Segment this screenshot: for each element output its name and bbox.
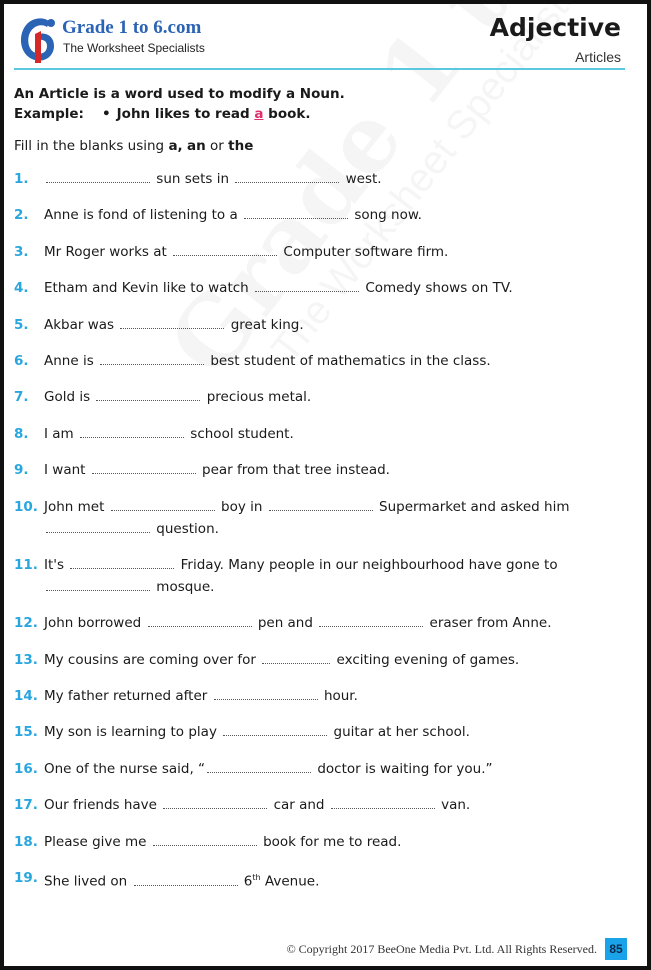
question-number: 10. (14, 498, 38, 515)
question-text: Friday. Many people in our neighbourhood have gone to (180, 556, 558, 573)
question-text: John borrowed (44, 615, 142, 632)
blank-field[interactable] (269, 498, 373, 511)
page-number-badge: 85 (605, 938, 627, 960)
question-text: Anne is fond of listening to a (44, 207, 238, 224)
instruction-or: or (210, 138, 224, 154)
blank-field[interactable] (120, 316, 224, 329)
question-12 (14, 612, 634, 634)
question-text: Etham and Kevin like to watch (44, 280, 249, 297)
example-label: Example: (14, 106, 84, 122)
brand-name: Grade 1 to 6.com (62, 17, 202, 38)
definition-text: An Article is a word used to modify a Noun. (14, 86, 345, 102)
blank-field[interactable] (134, 873, 238, 886)
option-an: an (186, 138, 206, 154)
worksheet-content (14, 84, 634, 907)
blank-field[interactable] (255, 279, 359, 292)
page-footer (287, 938, 627, 960)
blank-field[interactable] (244, 206, 348, 219)
blank-field[interactable] (235, 170, 339, 183)
question-2 (14, 204, 634, 226)
question-text: west. (345, 171, 382, 187)
blank-field[interactable] (46, 170, 150, 183)
question-text: Gold is (44, 389, 91, 406)
question-text: pear from that tree instead. (202, 462, 390, 479)
question-text: Anne is (44, 352, 94, 369)
question-3 (14, 241, 634, 263)
example-line (14, 104, 634, 124)
blank-field[interactable] (148, 614, 252, 627)
blank-field[interactable] (223, 723, 327, 736)
blank-field[interactable] (331, 796, 435, 809)
copyright-text: © Copyright 2017 BeeOne Media Pvt. Ltd. All Rights Reserved. (286, 941, 597, 956)
question-7 (14, 386, 634, 408)
header-divider (14, 68, 625, 70)
ordinal-suffix: th (252, 873, 261, 883)
question-number: 12. (14, 615, 38, 632)
blank-field[interactable] (100, 352, 204, 365)
question-text: guitar at her school. (333, 724, 470, 741)
question-16 (14, 758, 634, 780)
instruction-text (14, 136, 634, 156)
bullet-icon: • (102, 106, 111, 122)
example-highlight-article: a (254, 106, 264, 122)
example-text-before: John likes to read (116, 106, 250, 122)
question-text: My cousins are coming over for (44, 651, 256, 668)
question-number: 6. (14, 352, 29, 369)
grade-1-to-6-logo-icon (16, 14, 62, 64)
option-a: a, (168, 138, 183, 154)
question-number: 17. (14, 797, 38, 814)
example-text-after: book. (268, 106, 311, 122)
question-text: 6 (243, 873, 253, 890)
blank-field[interactable] (46, 578, 150, 591)
intro-section (14, 84, 634, 124)
question-number: 1. (14, 171, 29, 187)
brand-tagline: The Worksheet Specialists (63, 41, 205, 55)
question-number: 4. (14, 280, 29, 297)
question-text: book for me to read. (263, 833, 402, 850)
worksheet-page (4, 4, 647, 966)
question-4 (14, 277, 634, 299)
blank-field[interactable] (173, 243, 277, 256)
question-text: van. (441, 797, 471, 814)
question-13 (14, 649, 634, 671)
question-18 (14, 831, 634, 853)
blank-field[interactable] (92, 461, 196, 474)
question-text: She lived on (44, 873, 128, 890)
question-text: One of the nurse said, “ (44, 760, 206, 777)
question-text: John met (44, 498, 105, 515)
question-text: My son is learning to play (44, 724, 217, 741)
question-text: great king. (230, 316, 304, 333)
blank-field[interactable] (70, 556, 174, 569)
question-text: precious metal. (206, 389, 312, 406)
question-1 (14, 168, 634, 190)
blank-field[interactable] (80, 425, 184, 438)
question-8 (14, 423, 634, 445)
question-number: 7. (14, 389, 29, 406)
question-text: It's (44, 556, 65, 573)
question-text: doctor is waiting for you.” (317, 760, 493, 777)
question-text: pen and (257, 615, 313, 632)
question-number: 19. (14, 870, 38, 887)
question-9 (14, 459, 634, 481)
blank-field[interactable] (214, 687, 318, 700)
question-number: 2. (14, 207, 29, 224)
question-text: Akbar was (44, 316, 115, 333)
blank-field[interactable] (262, 651, 330, 664)
question-10 (14, 496, 634, 540)
question-text: school student. (190, 425, 294, 442)
question-text: boy in (221, 498, 263, 515)
question-number: 14. (14, 688, 38, 705)
question-text: Supermarket and asked him (379, 498, 570, 515)
question-text: song now. (354, 207, 422, 224)
question-text: Comedy shows on TV. (365, 280, 513, 297)
question-text: My father returned after (44, 688, 208, 705)
question-text: mosque. (156, 578, 215, 595)
question-text: sun sets in (156, 171, 229, 187)
question-text: eraser from Anne. (429, 615, 552, 632)
question-number: 9. (14, 462, 29, 479)
question-17 (14, 794, 634, 816)
instruction-lead: Fill in the blanks using (14, 138, 165, 154)
option-the: the (228, 138, 254, 154)
blank-field[interactable] (153, 833, 257, 846)
blank-field[interactable] (111, 498, 215, 511)
question-6 (14, 350, 634, 372)
question-text: Avenue. (264, 873, 320, 890)
blank-field[interactable] (319, 614, 423, 627)
question-number: 18. (14, 833, 38, 850)
question-text: Mr Roger works at (44, 243, 167, 260)
blank-field[interactable] (96, 388, 200, 401)
page-header (4, 4, 647, 74)
question-19 (14, 867, 634, 893)
blank-field[interactable] (163, 796, 267, 809)
question-11 (14, 554, 634, 598)
question-number: 15. (14, 724, 38, 741)
question-number: 8. (14, 425, 29, 442)
question-number: 13. (14, 651, 38, 668)
question-list (14, 168, 634, 893)
question-text: best student of mathematics in the class. (210, 352, 491, 369)
question-number: 11. (14, 556, 38, 573)
blank-field[interactable] (207, 760, 311, 773)
blank-field[interactable] (46, 520, 150, 533)
question-text: exciting evening of games. (336, 651, 520, 668)
question-number: 16. (14, 760, 38, 777)
question-text: hour. (323, 688, 358, 705)
question-text: question. (156, 520, 219, 537)
question-number: 3. (14, 243, 29, 260)
question-text: I want (44, 462, 86, 479)
question-14 (14, 685, 634, 707)
page-title: Adjective (489, 13, 621, 42)
question-15 (14, 721, 634, 743)
question-text: Our friends have (44, 797, 157, 814)
page-subtitle: Articles (575, 49, 621, 65)
question-5 (14, 314, 634, 336)
question-text: I am (44, 425, 74, 442)
question-text: car and (273, 797, 325, 814)
question-number: 5. (14, 316, 29, 333)
question-text: Computer software firm. (283, 243, 449, 260)
question-text: Please give me (44, 833, 147, 850)
